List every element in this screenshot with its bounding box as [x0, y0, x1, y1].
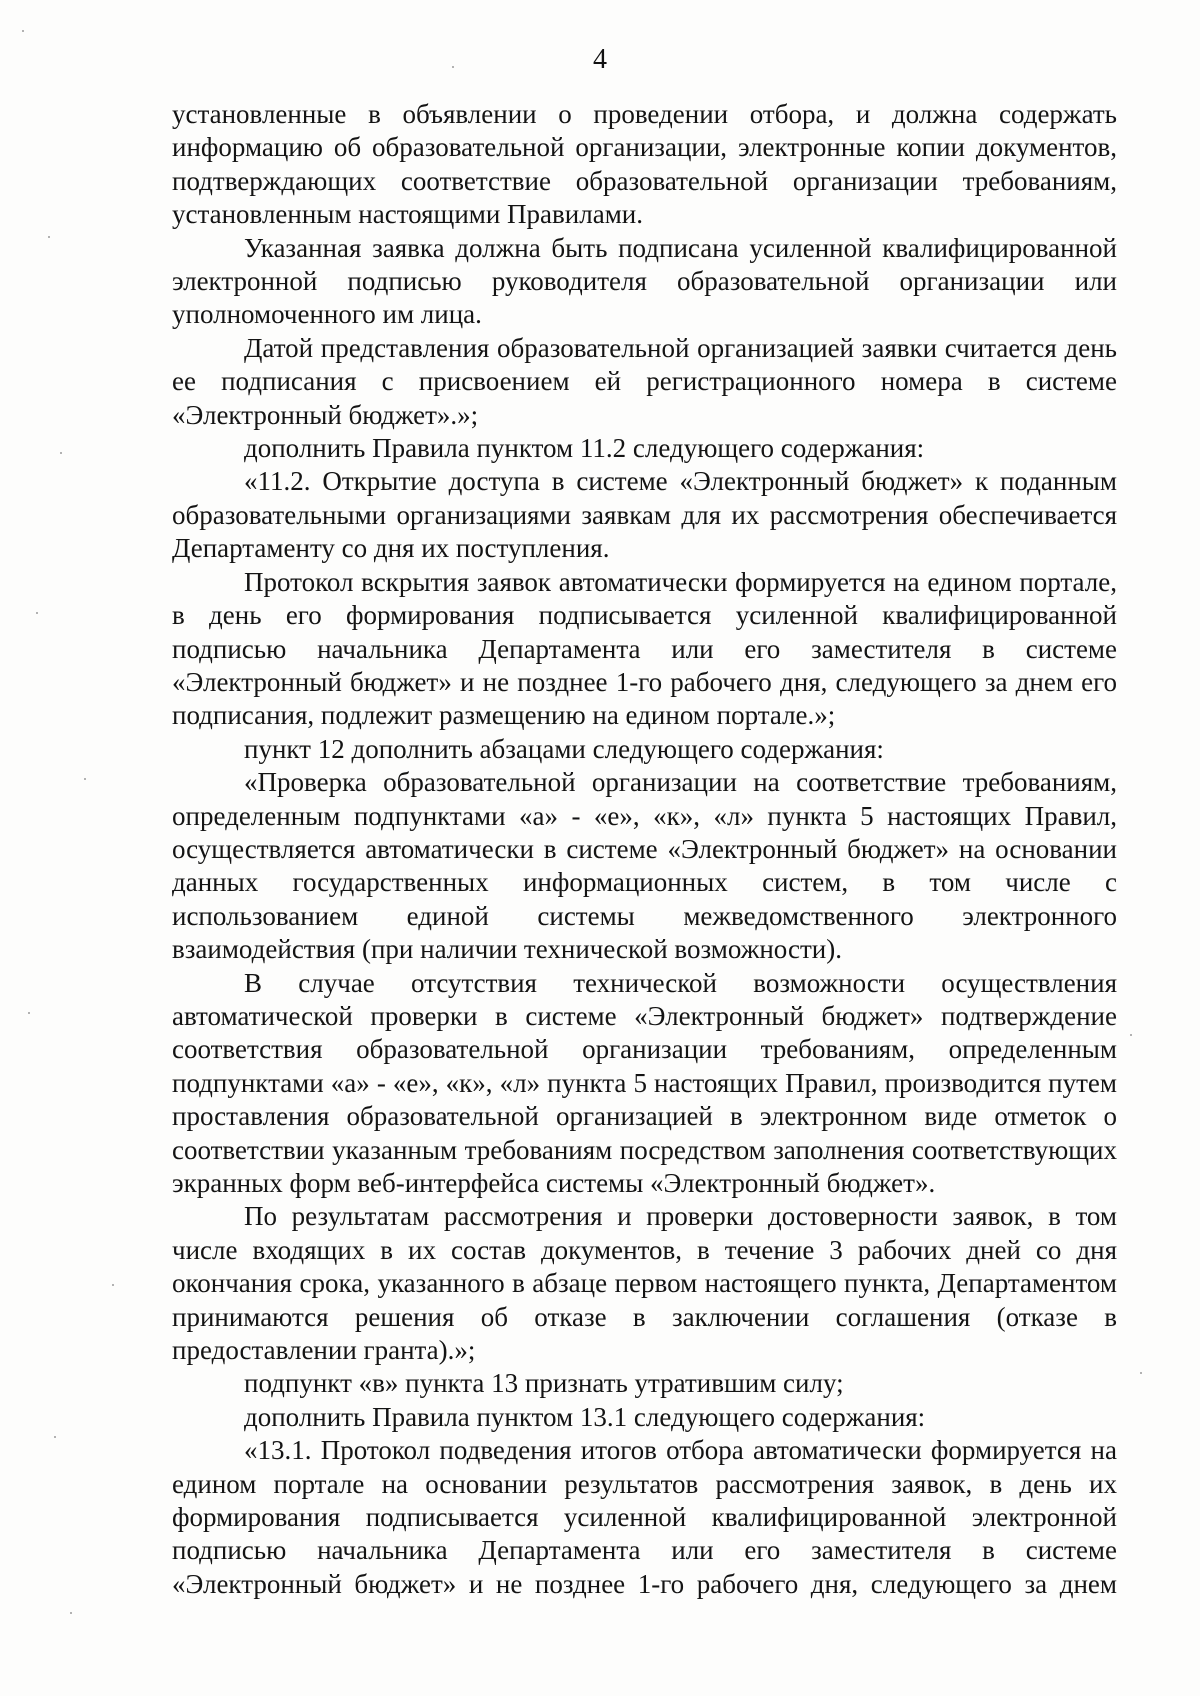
- scan-speck: [1140, 1372, 1142, 1374]
- paragraph: По результатам рассмотрения и проверки достоверности заявок, в том числе входящих в их состав документов, в течение 3 рабочих дней со дня окончания срока, указанного в абзаце первом настоящего пункта, Департаментом принимаются решения об отказе в заключении соглашения (отказе в предоставлении гранта).»;: [172, 1201, 1117, 1366]
- scan-speck: [54, 1436, 56, 1438]
- scan-speck: [36, 612, 38, 614]
- scan-speck: [60, 452, 62, 454]
- paragraph: установленные в объявлении о проведении отбора, и должна содержать информацию об образовательной организации, электронные копии документов, подтверждающих соответствие образовательной организации требованиям, установленным настоящими Правилами.: [172, 99, 1117, 230]
- paragraph: подпункт «в» пункта 13 признать утратившим силу;: [244, 1368, 844, 1399]
- scan-speck: [112, 1284, 114, 1286]
- paragraph: Протокол вскрытия заявок автоматически формируется на едином портале, в день его формирования подписывается усиленной квалифицированной подписью начальника Департамента или его заместителя в системе «Электронный бюджет» и не позднее 1-го рабочего дня, следующего за днем его подписания, подлежит размещению на едином портале.»;: [172, 566, 1117, 731]
- paragraph: дополнить Правила пунктом 11.2 следующего содержания:: [244, 433, 925, 464]
- scan-speck: [22, 30, 24, 32]
- paragraph: В случае отсутствия технической возможности осуществления автоматической проверки в системе «Электронный бюджет» подтверждение соответствия образовательной организации требованиям, определенным подпунктами «а» - «е», «к», «л» пункта 5 настоящих Правил, производится путем проставления образовательной организацией в электронном виде отметок о соответствии указанным требованиям посредством заполнения соответствующих экранных форм веб-интерфейса системы «Электронный бюджет».: [172, 967, 1117, 1198]
- scan-speck: [28, 1012, 30, 1014]
- document-body: [172, 98, 1117, 1601]
- paragraph: «Проверка образовательной организации на соответствие требованиям, определенным подпунктами «а» - «е», «к», «л» пункта 5 настоящих Правил, осуществляется автоматически в системе «Электронный бюджет» на основании данных государственных информационных систем, в том числе с использованием единой системы межведомственного электронного взаимодействия (при наличии технической возможности).: [172, 767, 1117, 965]
- paragraph: пункт 12 дополнить абзацами следующего содержания:: [244, 733, 884, 764]
- paragraph: «11.2. Открытие доступа в системе «Электронный бюджет» к поданным образовательными организациями заявкам для их рассмотрения обеспечивается Департаменту со дня их поступления.: [172, 466, 1117, 564]
- paragraph: Датой представления образовательной организацией заявки считается день ее подписания с присвоением ей регистрационного номера в системе «Электронный бюджет».»;: [172, 332, 1117, 430]
- paragraph: дополнить Правила пунктом 13.1 следующего содержания:: [244, 1401, 926, 1432]
- page-number: 4: [593, 44, 607, 75]
- scan-speck: [70, 1612, 72, 1614]
- scan-speck: [48, 236, 50, 238]
- scan-speck: [452, 66, 454, 68]
- paragraph: «13.1. Протокол подведения итогов отбора автоматически формируется на едином портале на основании результатов рассмотрения заявок, в день их формирования подписывается усиленной квалифицированной электронной подписью начальника Департамента или его заместителя в системе «Электронный бюджет» и не позднее 1-го рабочего дня, следующего за днем: [172, 1435, 1117, 1599]
- paragraph: Указанная заявка должна быть подписана усиленной квалифицированной электронной подписью руководителя образовательной организации или уполномоченного им лица.: [172, 232, 1117, 330]
- scan-speck: [1130, 1034, 1132, 1036]
- scan-speck: [84, 778, 86, 780]
